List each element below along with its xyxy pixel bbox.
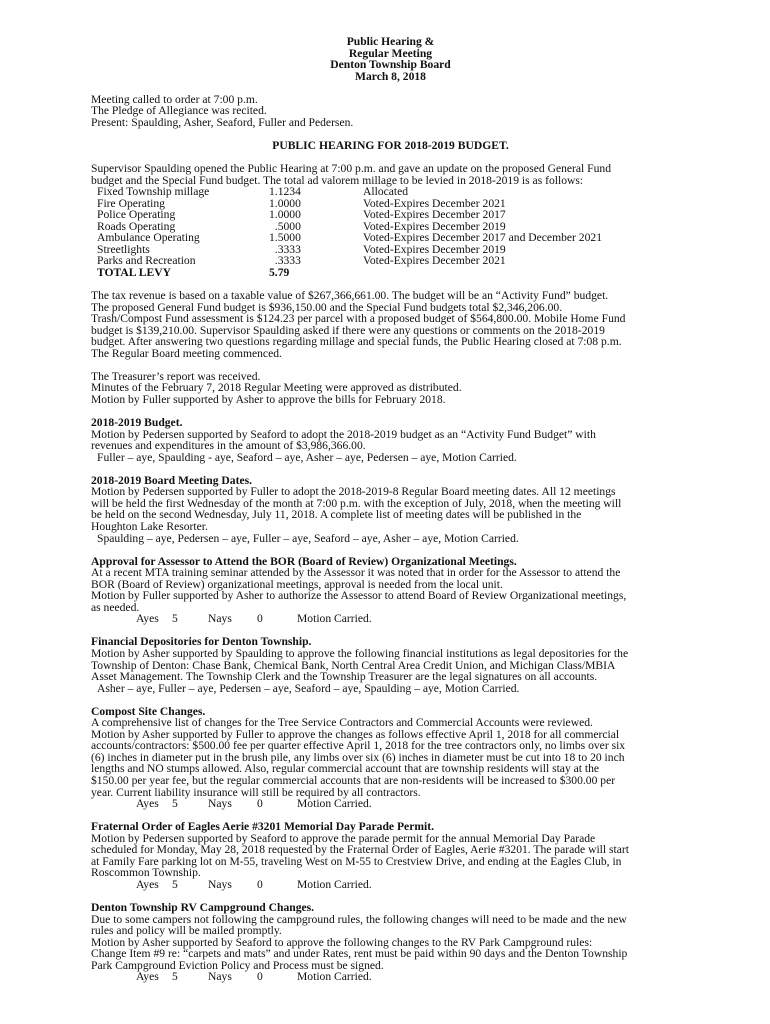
- text-line: At a recent MTA training seminar attended by the Assessor it was noted that in order for the Assessor to attend the: [91, 566, 621, 580]
- millage-rate: 1.5000: [269, 231, 301, 245]
- millage-item: Police Operating: [97, 208, 176, 222]
- millage-rate: 1.0000: [269, 208, 301, 222]
- text-line: revenues and expenditures in the amount of $3,986,366.00.: [91, 439, 366, 453]
- text-line: budget. After answering two questions regarding millage and special funds, the Public Hearing closed at 7:08 p.m.: [91, 335, 622, 349]
- nays-count: 0: [257, 877, 263, 891]
- roll-call-vote: Fuller – aye, Spaulding - aye, Seaford – aye, Asher – aye, Pedersen – aye, Motion Carried.: [97, 450, 517, 464]
- text-line: The Pledge of Allegiance was recited.: [91, 104, 267, 118]
- text-line: Minutes of the February 7, 2018 Regular Meeting were approved as distributed.: [91, 381, 462, 395]
- millage-item: Streetlights: [97, 242, 150, 256]
- text-line: at Family Fare parking lot on M-55, traveling West on M-55 to Crestview Drive, and ending at the Eagles Club, in: [91, 854, 622, 868]
- total-levy-blank: [363, 267, 602, 279]
- text-line: BOR (Board of Review) organizational meetings, approval is needed from the local unit.: [91, 577, 503, 591]
- text-line: Motion by Pedersen supported by Seaford to adopt the 2018-2019 budget as an “Activity Fund Budget” with: [91, 427, 596, 441]
- millage-item: Ambulance Operating: [97, 231, 200, 245]
- ayes-count: 5: [172, 612, 178, 626]
- text-line: Due to some campers not following the campground rules, the following changes will need to be made and the new: [91, 912, 627, 926]
- motion-section: [91, 636, 690, 694]
- section-title: Approval for Assessor to Attend the BOR (Board of Review) Organizational Meetings.: [91, 554, 517, 568]
- motion-section: [91, 902, 690, 983]
- document-header: [91, 36, 690, 82]
- minutes-sections: [91, 406, 690, 983]
- motion-section: [91, 475, 690, 544]
- text-line: accounts/contractors: $500.00 fee per quarter effective April 1, 2018 for the tree contractors only, no limbs over six: [91, 739, 626, 753]
- text-line: Motion by Fuller supported by Asher to authorize the Assessor to attend Board of Review Organizational meetings,: [91, 589, 627, 603]
- text-line: as needed.: [91, 600, 140, 614]
- text-line: Change Item #9 re: “carpets and mats” and under Rates, rent must be paid within 90 days and the Denton Township: [91, 947, 628, 961]
- text-line: The tax revenue is based on a taxable value of $267,366,661.00. The budget will be an “Activity Fund” budget.: [91, 289, 609, 303]
- total-levy-label: TOTAL LEVY: [97, 265, 171, 279]
- nays-count: 0: [257, 970, 263, 984]
- text-line: Roscommon Township.: [91, 866, 201, 880]
- millage-status: Voted-Expires December 2019: [363, 219, 506, 233]
- motion-result: Motion Carried.: [297, 970, 372, 984]
- millage-row: [97, 232, 602, 244]
- section-title: 2018-2019 Board Meeting Dates.: [91, 473, 252, 487]
- nays-count: 0: [257, 612, 263, 626]
- ayes-label: Ayes: [136, 612, 159, 626]
- text-line: Township of Denton: Chase Bank, Chemical Bank, North Central Area Credit Union, and Michigan Class/MBIA: [91, 658, 616, 672]
- roll-call-vote: Spaulding – aye, Pedersen – aye, Fuller – aye, Seaford – aye, Asher – aye, Motion Carried.: [97, 531, 519, 545]
- vote-tally: [91, 613, 690, 625]
- text-line: Motion by Asher supported by Fuller to approve the changes as follows effective April 1, 2018 for all commercial: [91, 727, 620, 741]
- total-levy-row: [97, 267, 602, 279]
- nays-label: Nays: [208, 612, 232, 626]
- millage-rate: .3333: [269, 242, 301, 256]
- text-line: rules and policy will be mailed promptly.: [91, 924, 282, 938]
- motion-section: [91, 821, 690, 890]
- millage-rate: .3333: [269, 254, 301, 268]
- vote-tally: [91, 879, 690, 891]
- millage-status: Allocated: [363, 185, 409, 199]
- text-line: Meeting called to order at 7:00 p.m.: [91, 92, 258, 106]
- text-line: The proposed General Fund budget is $936,150.00 and the Special Fund budgets total $2,346,206.00.: [91, 300, 563, 314]
- ayes-count: 5: [172, 797, 178, 811]
- millage-item: Roads Operating: [97, 219, 176, 233]
- text-line: year. Current liability insurance will still be required by all contractors.: [91, 785, 421, 799]
- text-line: $150.00 per year fee, but the regular commercial accounts that are non-residents will be increased to $300.00 per: [91, 774, 616, 787]
- millage-row: [97, 255, 602, 267]
- section-title: 2018-2019 Budget.: [91, 416, 183, 430]
- text-line: scheduled for Monday, May 28, 2018 requested by the Fraternal Order of Eagles, Aerie #3201. The parade will start: [91, 843, 629, 857]
- hearing-paragraph: [91, 163, 690, 186]
- ayes-label: Ayes: [136, 970, 159, 984]
- text-line: A comprehensive list of changes for the Tree Service Contractors and Commercial Accounts were reviewed.: [91, 716, 593, 730]
- nays-count: 0: [257, 797, 263, 811]
- text-line: Park Campground Eviction Policy and Process must be signed.: [91, 958, 384, 972]
- ayes-count: 5: [172, 970, 178, 984]
- ayes-label: Ayes: [136, 797, 159, 811]
- motion-section: [91, 706, 690, 810]
- header-line: Regular Meeting: [348, 46, 433, 60]
- header-line: Denton Township Board: [330, 58, 451, 72]
- header-date: March 8, 2018: [355, 69, 426, 83]
- text-line: lengths and NO stumps allowed. Also, regular commercial account that are township residents will stay at the: [91, 762, 600, 776]
- ayes-label: Ayes: [136, 877, 159, 891]
- motion-result: Motion Carried.: [297, 612, 372, 626]
- text-line: budget and the Special Fund budget. The total ad valorem millage to be levied in 2018-2019 is as follows:: [91, 173, 584, 187]
- section-title: Financial Depositories for Denton Township.: [91, 635, 312, 649]
- nays-label: Nays: [208, 877, 232, 891]
- millage-rate: .5000: [269, 219, 301, 233]
- motion-section: [91, 417, 690, 463]
- millage-item: Parks and Recreation: [97, 254, 196, 268]
- intro-paragraph: [91, 94, 690, 129]
- text-line: Trash/Compost Fund assessment is $124.23 per parcel with a proposed budget of $564,800.00. Mobile Home Fund: [91, 312, 626, 326]
- millage-table: [97, 186, 602, 278]
- millage-status: Voted-Expires December 2017 and December 2021: [363, 231, 602, 245]
- millage-status: Voted-Expires December 2017: [363, 208, 506, 222]
- millage-item: Fire Operating: [97, 196, 165, 210]
- total-levy-value: 5.79: [269, 265, 290, 279]
- text-line: The Regular Board meeting commenced.: [91, 346, 282, 360]
- vote-tally: [91, 971, 690, 983]
- section-title: Fraternal Order of Eagles Aerie #3201 Memorial Day Parade Permit.: [91, 820, 434, 834]
- ayes-count: 5: [172, 877, 178, 891]
- millage-item: Fixed Township millage: [97, 185, 210, 199]
- motion-result: Motion Carried.: [297, 877, 372, 891]
- millage-status: Voted-Expires December 2019: [363, 242, 506, 256]
- text-line: will be held the first Wednesday of the month at 7:00 p.m. with the exception of July, 2018, when the meeting will: [91, 496, 622, 510]
- roll-call-vote: Asher – aye, Fuller – aye, Pedersen – aye, Seaford – aye, Spaulding – aye, Motion Carried.: [97, 681, 520, 695]
- header-line: Public Hearing &: [346, 35, 435, 48]
- text-line: Motion by Pedersen supported by Seaford to approve the parade permit for the annual Memorial Day Parade: [91, 831, 596, 845]
- treasurer-paragraph: [91, 371, 690, 406]
- nays-label: Nays: [208, 970, 232, 984]
- text-line: Houghton Lake Resorter.: [91, 519, 208, 533]
- millage-status: Voted-Expires December 2021: [363, 196, 506, 210]
- text-line: (6) inches in diameter put in the brush pile, any limbs over six (6) inches in diameter must be cut into 18 to 20 inch: [91, 750, 625, 764]
- text-line: Motion by Pedersen supported by Fuller to adopt the 2018-2019-8 Regular Board meeting dates. All 12 meetings: [91, 485, 616, 499]
- revenue-paragraph: [91, 290, 690, 359]
- millage-rate: 1.1234: [269, 185, 301, 199]
- vote-tally: [91, 798, 690, 810]
- motion-result: Motion Carried.: [297, 797, 372, 811]
- section-title: Denton Township RV Campground Changes.: [91, 901, 315, 915]
- public-hearing-title: PUBLIC HEARING FOR 2018-2019 BUDGET.: [272, 138, 509, 152]
- text-line: Asset Management. The Township Clerk and the Township Treasurer are the legal signatures on all accounts.: [91, 670, 598, 684]
- motion-section: [91, 556, 690, 625]
- text-line: Supervisor Spaulding opened the Public Hearing at 7:00 p.m. and gave an update on the proposed General Fund: [91, 162, 611, 176]
- text-line: Present: Spaulding, Asher, Seaford, Fuller and Pedersen.: [91, 115, 354, 129]
- text-line: be held on the second Wednesday, July 11, 2018. A complete list of meeting dates will be published in the: [91, 508, 582, 522]
- text-line: Motion by Fuller supported by Asher to approve the bills for February 2018.: [91, 392, 446, 406]
- text-line: The Treasurer’s report was received.: [91, 369, 261, 383]
- text-line: budget is $139,210.00. Supervisor Spaulding asked if there were any questions or comments on the 2018-2019: [91, 323, 605, 337]
- section-title: Compost Site Changes.: [91, 704, 206, 718]
- millage-rate: 1.0000: [269, 196, 301, 210]
- section-gap: [91, 544, 690, 556]
- nays-label: Nays: [208, 797, 232, 811]
- text-line: Motion by Asher supported by Spaulding to approve the following financial institutions as legal depositories for the: [91, 646, 629, 660]
- section-gap: [91, 694, 690, 706]
- text-line: Motion by Asher supported by Seaford to approve the following changes to the RV Park Campground rules:: [91, 935, 593, 949]
- millage-status: Voted-Expires December 2021: [363, 254, 506, 268]
- millage-row: [97, 186, 602, 198]
